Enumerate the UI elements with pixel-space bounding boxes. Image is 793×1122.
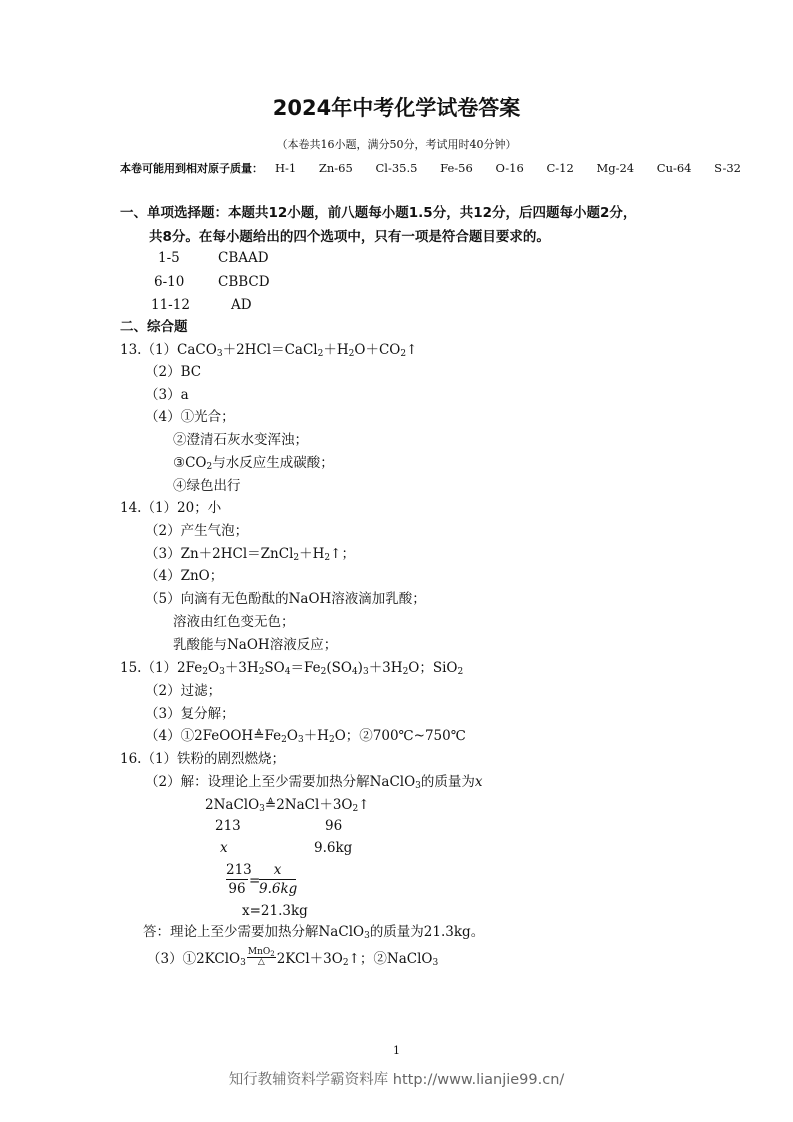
q13-answer-3: （3）a: [145, 387, 189, 403]
footer-watermark: 知行教辅资料学霸资料库 http://www.lianjie99.cn/: [228, 1072, 565, 1088]
q14-answer-3: $(3)Zn+2HCl=ZnCl_2+H_2↑$；: [145, 546, 355, 563]
atomic-mass-item: Fe-56: [440, 161, 473, 175]
q14-answer-2: （2）产生气泡；: [145, 523, 249, 539]
section2-heading: 二、综合题: [120, 319, 188, 335]
q13-answer-4-3: $③CO_2$与水反应生成碳酸；: [173, 455, 334, 472]
q13-answer-4-2: ②澄清石灰水变浑浊；: [173, 432, 308, 448]
atomic-mass-item: C-12: [546, 161, 574, 175]
q15-answer-3: （3）复分解；: [145, 706, 235, 722]
atomic-mass-item: O-16: [495, 161, 524, 175]
q16-answer-2: （2）解：设理论上至少需要加热分解NaClO$_3$的质量为x: [145, 774, 483, 791]
reaction-condition: MnO$_2$ △: [247, 947, 275, 967]
q16-conclusion: 答：理论上至少需要加热分解NaClO$_3$的质量为21.3kg。: [143, 924, 485, 941]
q14-answer-5-3: 乳酸能与NaOH溶液反应；: [173, 637, 338, 653]
atomic-mass-item: Mg-24: [596, 161, 635, 175]
atomic-mass-list: [275, 162, 760, 176]
q16-mass-213: 213: [215, 818, 241, 834]
section1-heading-line1: 一、单项选择题：本题共12小题，前八题每小题1.5分，共12分，后四题每小题2分，: [120, 205, 637, 221]
atomic-mass-item: Cl-35.5: [375, 161, 418, 175]
page-number: 1: [393, 1044, 400, 1057]
q14-answer-5-2: 溶液由红色变无色；: [173, 614, 295, 630]
q14-answer-4: （4）ZnO；: [145, 568, 224, 584]
q13-answer-4: （4）①光合；: [145, 409, 235, 425]
answer-value: CBBCD: [218, 274, 270, 290]
q16-fraction-left: 213 96: [226, 862, 252, 898]
atomic-mass-item: S-32: [714, 161, 741, 175]
q16-equation: $2NaClO_3≜2NaCl+3O_2↑$: [205, 797, 370, 814]
q14-answer-1: 14.（1）20；小: [120, 500, 222, 516]
answer-value: AD: [231, 297, 252, 313]
exam-info: （本卷共16小题，满分50分，考试用时40分钟）: [276, 138, 517, 151]
q16-unknown-x: x: [220, 840, 228, 856]
q15-answer-4: $(4)①2FeOOH≜Fe_2O_3+H_2O$；②700℃~750℃: [145, 728, 466, 745]
section1-heading-line2: 共8分。在每小题给出的四个选项中，只有一项是符合题目要求的。: [149, 229, 550, 245]
q13-answer-4-4: ④绿色出行: [173, 478, 241, 494]
atomic-mass-item: Cu-64: [656, 161, 692, 175]
q15-answer-2: （2）过滤；: [145, 683, 222, 699]
page-title: 2024年中考化学试卷答案: [272, 96, 521, 120]
answer-value: CBAAD: [218, 250, 269, 266]
q13-answer-2: （2）BC: [145, 364, 202, 380]
q16-known-mass: 9.6kg: [314, 840, 353, 856]
q16-mass-96: 96: [325, 818, 343, 834]
q13-answer-1: $13.(1)CaCO_3+2HCl=CaCl_2+H_2O+CO_2↑$: [120, 342, 418, 359]
q16-answer-1: 16.（1）铁粉的剧烈燃烧；: [120, 751, 286, 767]
answer-range: 1-5: [158, 250, 180, 266]
q16-fraction-right: x 9.6kg: [259, 862, 298, 898]
q16-equals: =: [249, 873, 261, 889]
q15-answer-1: $15.(1)2Fe_2O_3+3H_2SO_4=Fe_2(SO_4)_3+3H_2O$；SiO$_2$: [120, 660, 464, 677]
q16-result: x=21.3kg: [242, 903, 308, 919]
atomic-mass-item: Zn-65: [318, 161, 353, 175]
atomic-mass-item: H-1: [275, 161, 297, 175]
answer-range: 11-12: [151, 297, 190, 313]
answer-range: 6-10: [154, 274, 185, 290]
q14-answer-5: （5）向滴有无色酚酞的NaOH溶液滴加乳酸；: [145, 591, 426, 607]
q16-answer-3: （3）①2KClO$_3$ MnO$_2$ △ $2KCl+3O_2↑$；②NaClO$_3$: [147, 947, 439, 968]
atomic-mass-label: 本卷可能用到相对原子质量：: [120, 162, 263, 175]
